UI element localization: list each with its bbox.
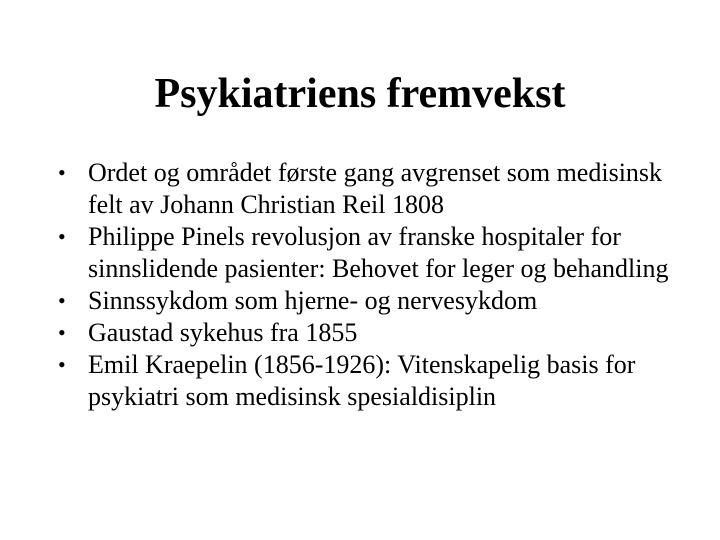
bullet-text: Philippe Pinels revolusjon av franske hospitaler for sinnslidende pasienter: Behovet for leger og behandling bbox=[88, 222, 669, 283]
bullet-item bbox=[58, 349, 688, 413]
bullet-text: Sinnssykdom som hjerne- og nervesykdom bbox=[88, 286, 538, 315]
bullet-text: Gaustad sykehus fra 1855 bbox=[88, 318, 358, 347]
bullet-icon: • bbox=[58, 288, 66, 313]
bullet-icon: • bbox=[58, 320, 66, 345]
bullet-item bbox=[58, 221, 688, 285]
slide-title: Psykiatriens fremvekst bbox=[154, 71, 566, 117]
bullet-icon: • bbox=[58, 160, 66, 185]
bullet-item bbox=[58, 285, 688, 317]
bullet-icon: • bbox=[58, 352, 66, 377]
bullet-list bbox=[58, 157, 688, 413]
bullet-item bbox=[58, 317, 688, 349]
bullet-item bbox=[58, 157, 688, 221]
bullet-text: Emil Kraepelin (1856-1926): Vitenskapelig basis for psykiatri som medisinsk spesialdisiplin bbox=[88, 350, 636, 411]
bullet-icon: • bbox=[58, 224, 66, 249]
bullet-text: Ordet og området første gang avgrenset som medisinsk felt av Johann Christian Reil 1808 bbox=[88, 158, 663, 219]
